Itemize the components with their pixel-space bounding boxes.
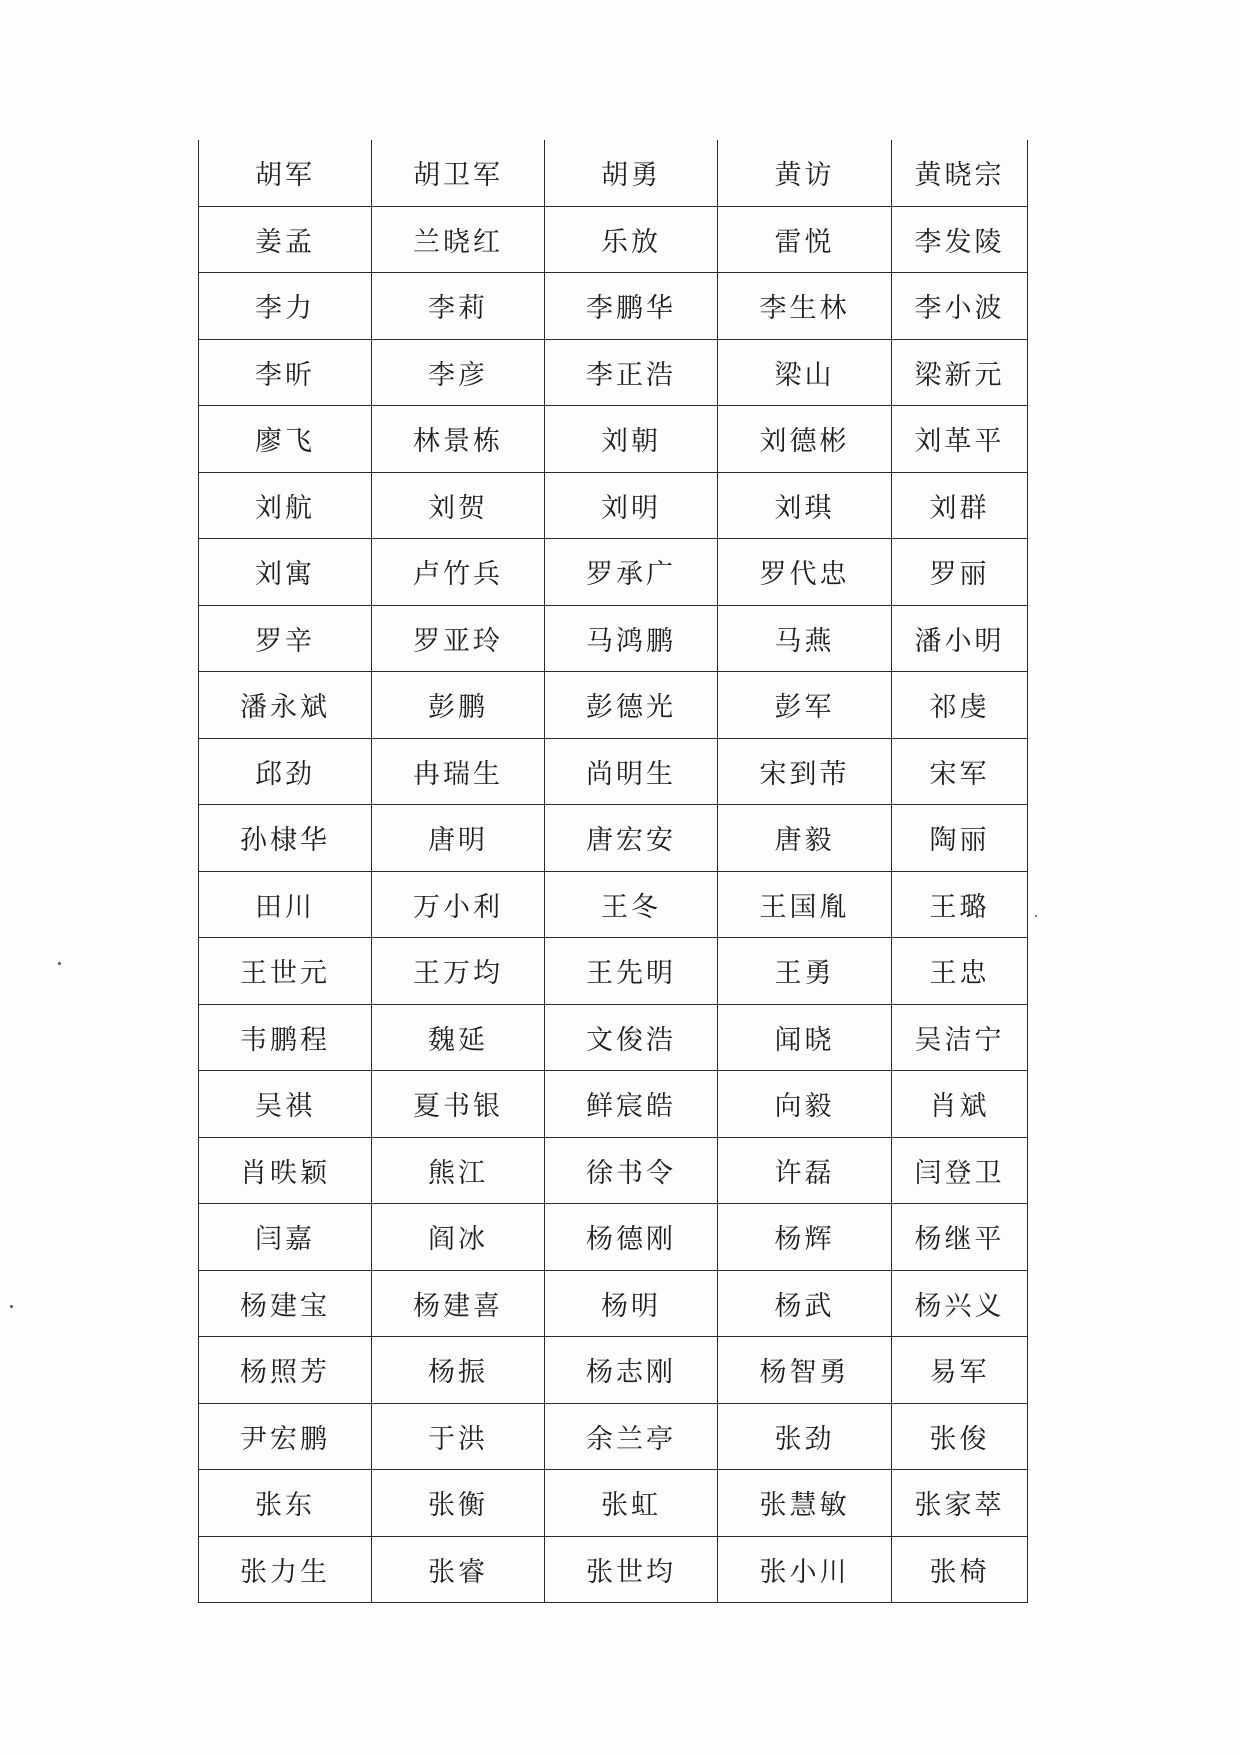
name-cell: 张力生 xyxy=(199,1536,372,1603)
name-cell: 卢竹兵 xyxy=(372,539,545,606)
name-cell: 刘德彬 xyxy=(718,406,892,473)
table-row xyxy=(199,140,1028,206)
name-cell: 张睿 xyxy=(372,1536,545,1603)
name-cell: 李发陵 xyxy=(892,206,1028,273)
table-row xyxy=(199,539,1028,606)
table-row xyxy=(199,339,1028,406)
table-row xyxy=(199,1004,1028,1071)
name-cell: 张俊 xyxy=(892,1403,1028,1470)
name-cell: 胡卫军 xyxy=(372,140,545,206)
name-cell: 王世元 xyxy=(199,938,372,1005)
name-cell: 宋到芾 xyxy=(718,738,892,805)
name-cell: 唐宏安 xyxy=(545,805,718,872)
name-cell: 李昕 xyxy=(199,339,372,406)
name-cell: 李鹏华 xyxy=(545,273,718,340)
name-cell: 万小利 xyxy=(372,871,545,938)
name-cell: 刘航 xyxy=(199,472,372,539)
name-cell: 刘革平 xyxy=(892,406,1028,473)
name-cell: 罗辛 xyxy=(199,605,372,672)
name-cell: 马鸿鹏 xyxy=(545,605,718,672)
name-cell: 廖飞 xyxy=(199,406,372,473)
table-row xyxy=(199,1071,1028,1138)
name-cell: 梁新元 xyxy=(892,339,1028,406)
name-cell: 李彦 xyxy=(372,339,545,406)
name-cell: 胡勇 xyxy=(545,140,718,206)
name-cell: 张劲 xyxy=(718,1403,892,1470)
name-cell: 胡军 xyxy=(199,140,372,206)
name-cell: 王勇 xyxy=(718,938,892,1005)
table-row xyxy=(199,605,1028,672)
name-cell: 尹宏鹏 xyxy=(199,1403,372,1470)
name-cell: 祁虔 xyxy=(892,672,1028,739)
table-row xyxy=(199,938,1028,1005)
name-cell: 罗代忠 xyxy=(718,539,892,606)
name-cell: 雷悦 xyxy=(718,206,892,273)
table-row xyxy=(199,472,1028,539)
name-cell: 徐书令 xyxy=(545,1137,718,1204)
name-cell: 彭军 xyxy=(718,672,892,739)
name-cell: 王万均 xyxy=(372,938,545,1005)
name-cell: 王璐 xyxy=(892,871,1028,938)
table-row xyxy=(199,672,1028,739)
name-cell: 李小波 xyxy=(892,273,1028,340)
names-table xyxy=(198,140,1028,1603)
name-cell: 王先明 xyxy=(545,938,718,1005)
name-cell: 鲜宸皓 xyxy=(545,1071,718,1138)
name-cell: 杨智勇 xyxy=(718,1337,892,1404)
name-cell: 兰晓红 xyxy=(372,206,545,273)
name-cell: 罗丽 xyxy=(892,539,1028,606)
name-cell: 李正浩 xyxy=(545,339,718,406)
name-cell: 唐毅 xyxy=(718,805,892,872)
name-cell: 刘明 xyxy=(545,472,718,539)
name-cell: 姜孟 xyxy=(199,206,372,273)
name-cell: 乐放 xyxy=(545,206,718,273)
name-cell: 易军 xyxy=(892,1337,1028,1404)
table-row xyxy=(199,738,1028,805)
name-cell: 杨明 xyxy=(545,1270,718,1337)
name-cell: 张世均 xyxy=(545,1536,718,1603)
table-row xyxy=(199,1137,1028,1204)
name-cell: 闫登卫 xyxy=(892,1137,1028,1204)
name-cell: 王忠 xyxy=(892,938,1028,1005)
name-cell: 罗亚玲 xyxy=(372,605,545,672)
table-row xyxy=(199,273,1028,340)
name-cell: 孙棣华 xyxy=(199,805,372,872)
table-row xyxy=(199,1536,1028,1603)
name-cell: 黄晓宗 xyxy=(892,140,1028,206)
name-cell: 潘永斌 xyxy=(199,672,372,739)
name-cell: 吴祺 xyxy=(199,1071,372,1138)
name-cell: 杨继平 xyxy=(892,1204,1028,1271)
name-cell: 肖昳颖 xyxy=(199,1137,372,1204)
name-cell: 王冬 xyxy=(545,871,718,938)
name-cell: 张家萃 xyxy=(892,1470,1028,1537)
name-cell: 杨志刚 xyxy=(545,1337,718,1404)
name-cell: 刘寓 xyxy=(199,539,372,606)
table-row xyxy=(199,1337,1028,1404)
name-cell: 陶丽 xyxy=(892,805,1028,872)
name-cell: 张东 xyxy=(199,1470,372,1537)
name-cell: 文俊浩 xyxy=(545,1004,718,1071)
name-cell: 邱劲 xyxy=(199,738,372,805)
name-cell: 向毅 xyxy=(718,1071,892,1138)
name-cell: 许磊 xyxy=(718,1137,892,1204)
table-row xyxy=(199,871,1028,938)
name-cell: 宋军 xyxy=(892,738,1028,805)
name-cell: 冉瑞生 xyxy=(372,738,545,805)
name-cell: 梁山 xyxy=(718,339,892,406)
name-cell: 罗承广 xyxy=(545,539,718,606)
table-row xyxy=(199,1270,1028,1337)
name-cell: 林景栋 xyxy=(372,406,545,473)
names-table-body xyxy=(199,140,1028,1603)
name-cell: 吴洁宁 xyxy=(892,1004,1028,1071)
name-cell: 杨照芳 xyxy=(199,1337,372,1404)
name-cell: 唐明 xyxy=(372,805,545,872)
table-row xyxy=(199,406,1028,473)
scan-speck xyxy=(58,962,61,965)
name-cell: 王国胤 xyxy=(718,871,892,938)
name-cell: 杨辉 xyxy=(718,1204,892,1271)
name-cell: 刘朝 xyxy=(545,406,718,473)
name-cell: 黄访 xyxy=(718,140,892,206)
name-cell: 尚明生 xyxy=(545,738,718,805)
name-cell: 张椅 xyxy=(892,1536,1028,1603)
name-cell: 刘琪 xyxy=(718,472,892,539)
name-cell: 田川 xyxy=(199,871,372,938)
name-cell: 夏书银 xyxy=(372,1071,545,1138)
name-cell: 张小川 xyxy=(718,1536,892,1603)
name-cell: 彭鹏 xyxy=(372,672,545,739)
table-row xyxy=(199,1470,1028,1537)
table-row xyxy=(199,1403,1028,1470)
name-cell: 余兰亭 xyxy=(545,1403,718,1470)
name-cell: 阎冰 xyxy=(372,1204,545,1271)
name-cell: 张衡 xyxy=(372,1470,545,1537)
scan-speck xyxy=(1035,915,1037,917)
name-cell: 肖斌 xyxy=(892,1071,1028,1138)
name-cell: 张慧敏 xyxy=(718,1470,892,1537)
name-cell: 魏延 xyxy=(372,1004,545,1071)
name-cell: 闫嘉 xyxy=(199,1204,372,1271)
name-cell: 张虹 xyxy=(545,1470,718,1537)
name-cell: 马燕 xyxy=(718,605,892,672)
name-cell: 李生林 xyxy=(718,273,892,340)
name-cell: 李莉 xyxy=(372,273,545,340)
name-cell: 李力 xyxy=(199,273,372,340)
name-cell: 杨德刚 xyxy=(545,1204,718,1271)
name-cell: 刘群 xyxy=(892,472,1028,539)
name-cell: 于洪 xyxy=(372,1403,545,1470)
name-cell: 杨振 xyxy=(372,1337,545,1404)
name-cell: 刘贺 xyxy=(372,472,545,539)
table-row xyxy=(199,206,1028,273)
name-cell: 闻晓 xyxy=(718,1004,892,1071)
table-row xyxy=(199,805,1028,872)
name-cell: 杨武 xyxy=(718,1270,892,1337)
name-cell: 杨建喜 xyxy=(372,1270,545,1337)
table-row xyxy=(199,1204,1028,1271)
name-cell: 熊江 xyxy=(372,1137,545,1204)
scan-speck xyxy=(10,1305,13,1308)
name-cell: 杨建宝 xyxy=(199,1270,372,1337)
name-cell: 杨兴义 xyxy=(892,1270,1028,1337)
name-cell: 潘小明 xyxy=(892,605,1028,672)
name-cell: 韦鹏程 xyxy=(199,1004,372,1071)
name-cell: 彭德光 xyxy=(545,672,718,739)
